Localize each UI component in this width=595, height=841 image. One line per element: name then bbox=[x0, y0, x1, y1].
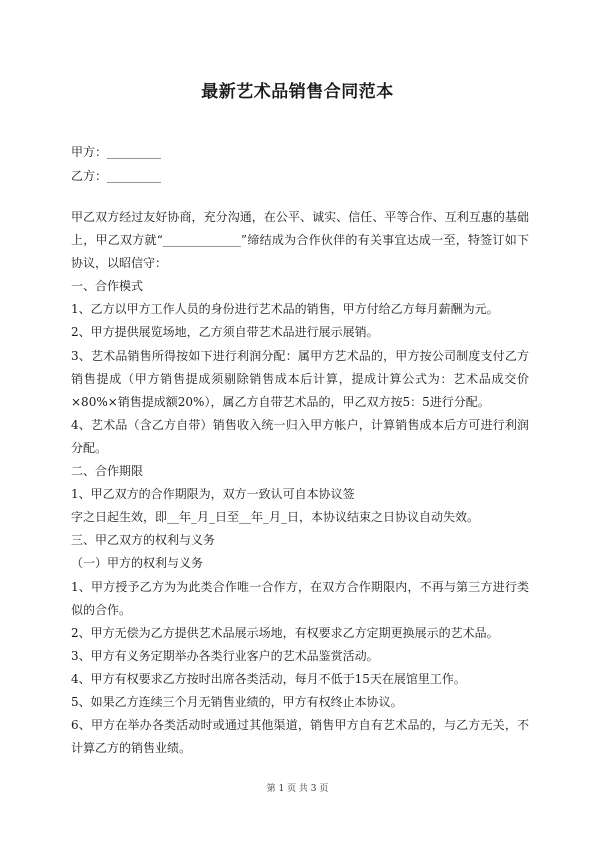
document-title: 最新艺术品销售合同范本 bbox=[201, 82, 394, 102]
clause-paragraph: 1、甲方授予乙方为为此类合作唯一合作方，在双方合作期限内，不再与第三方进行类似的合作。 bbox=[71, 579, 529, 617]
clause-paragraph: 4、甲方有权要求乙方按时出席各类活动，每月不低于15天在展馆里工作。 bbox=[71, 671, 466, 686]
section-heading: 一、合作模式 bbox=[71, 279, 144, 294]
party-b-line: 乙方：_________ bbox=[71, 169, 162, 183]
clause-paragraph: 3、艺术品销售所得按如下进行利润分配：属甲方艺术品的，甲方按公司制度支付乙方销售提成（甲方销售提成须剔除销售成本后计算，提成计算公式为：艺术品成交价×80%×销售提成额20%），属乙方自带艺术品的，甲乙双方按5：5进行分配。 bbox=[71, 348, 529, 409]
section-heading: 三、甲乙双方的权利与义务 bbox=[71, 533, 216, 548]
clause-paragraph: 字之日起生效，即__年_月_日至__年_月_日，本协议结束之日协议自动失效。 bbox=[71, 510, 480, 525]
clause-paragraph: 4、艺术品（含乙方自带）销售收入统一归入甲方帐户，计算销售成本后方可进行利润分配。 bbox=[71, 417, 529, 455]
clause-paragraph: 3、甲方有义务定期举办各类行业客户的艺术品鉴赏活动。 bbox=[71, 648, 379, 663]
preamble-paragraph: 甲乙双方经过友好协商，充分沟通，在公平、诚实、信任、平等合作、互利互惠的基础上，甲乙双方就“_____________”缔结成为合作伙伴的有关事宜达成一至，特签订如下协议，以昭信守： bbox=[71, 210, 529, 271]
clause-paragraph: 5、如果乙方连续三个月无销售业绩的，甲方有权终止本协议。 bbox=[71, 694, 403, 709]
parties-block bbox=[71, 140, 161, 188]
section-heading: 二、合作期限 bbox=[71, 464, 144, 479]
clause-paragraph: 1、甲乙双方的合作期限为，双方一致认可自本协议签 bbox=[71, 487, 355, 502]
subsection-heading: （一）甲方的权利与义务 bbox=[71, 556, 204, 571]
party-a-line: 甲方：_________ bbox=[71, 145, 162, 159]
page-number-footer: 第 1 页 共 3 页 bbox=[266, 784, 329, 794]
clause-paragraph: 2、甲方提供展览场地，乙方须自带艺术品进行展示展销。 bbox=[71, 325, 379, 340]
clause-paragraph: 2、甲方无偿为乙方提供艺术品展示场地，有权要求乙方定期更换展示的艺术品。 bbox=[71, 625, 499, 640]
clause-paragraph: 1、乙方以甲方工作人员的身份进行艺术品的销售，甲方付给乙方每月薪酬为元。 bbox=[71, 302, 499, 317]
contract-body bbox=[71, 206, 529, 760]
clause-paragraph: 6、甲方在举办各类活动时或通过其他渠道，销售甲方自有艺术品的，与乙方无关，不计算乙方的销售业绩。 bbox=[71, 718, 529, 756]
